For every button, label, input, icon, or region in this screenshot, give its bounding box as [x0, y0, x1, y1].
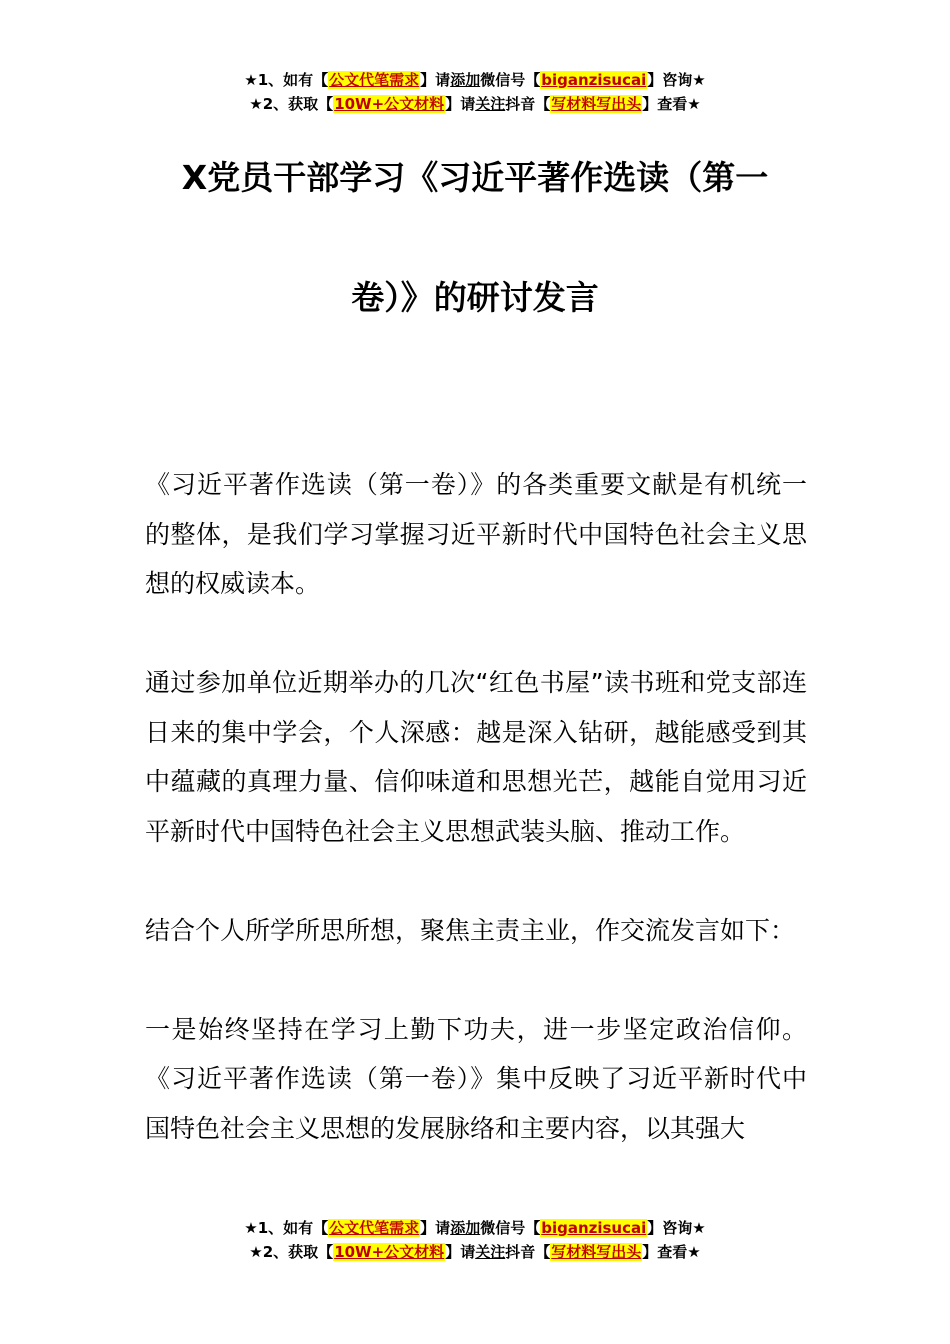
document-title-line-1: X党员干部学习《习近平著作选读（第一 — [181, 158, 769, 197]
banner-line-1: ★1、如有【公文代笔需求】请添加微信号【biganzisucai】咨询★ — [244, 71, 706, 89]
paragraph-transition: 结合个人所学所思所想，聚焦主责主业，作交流发言如下： — [145, 915, 796, 945]
banner-highlight-materials: 10W+公文材料 — [334, 95, 445, 113]
paragraph-intro: 《习近平著作选读（第一卷）》的各类重要文献是有机统一的整体，是我们学习掌握习近平新时代中国特色社会主义思想的权威读本。 — [145, 470, 807, 598]
header-banner — [0, 68, 950, 116]
paragraph-experience: 通过参加单位近期举办的几次“红色书屋”读书班和党支部连日来的集中学会，个人深感：越是深入钻研，越能感受到其中蕴藏的真理力量、信仰味道和思想光芒，越能自觉用习近平新时代中国特色社会主义思想武装头脑、推动工作。 — [145, 668, 807, 846]
footer-banner-line-1: ★1、如有【公文代笔需求】请添加微信号【biganzisucai】咨询★ — [244, 1219, 706, 1237]
footer-highlight-materials: 10W+公文材料 — [334, 1243, 445, 1261]
footer-highlight-wechat: biganzisucai — [541, 1219, 647, 1237]
document-body — [145, 460, 807, 1153]
footer-emphasis-follow: 关注 — [475, 1243, 506, 1261]
banner-emphasis-add: 添加 — [450, 71, 481, 89]
banner-highlight-douyin: 写材料写出头 — [551, 95, 642, 113]
banner-highlight-service: 公文代笔需求 — [329, 71, 420, 89]
banner-emphasis-follow: 关注 — [475, 95, 506, 113]
footer-banner — [0, 1216, 950, 1264]
footer-highlight-douyin: 写材料写出头 — [551, 1243, 642, 1261]
banner-line-2: ★2、获取【10W+公文材料】请关注抖音【写材料写出头】查看★ — [249, 95, 701, 113]
paragraph-point-one: 一是始终坚持在学习上勤下功夫，进一步坚定政治信仰。《习近平著作选读（第一卷）》集中反映了习近平新时代中国特色社会主义思想的发展脉络和主要内容，以其强大 — [145, 1014, 807, 1143]
footer-highlight-service: 公文代笔需求 — [329, 1219, 420, 1237]
footer-emphasis-add: 添加 — [450, 1219, 481, 1237]
document-title-line-2: 卷）》的研讨发言 — [351, 278, 599, 317]
banner-highlight-wechat: biganzisucai — [541, 71, 647, 89]
footer-banner-line-2: ★2、获取【10W+公文材料】请关注抖音【写材料写出头】查看★ — [249, 1243, 701, 1261]
